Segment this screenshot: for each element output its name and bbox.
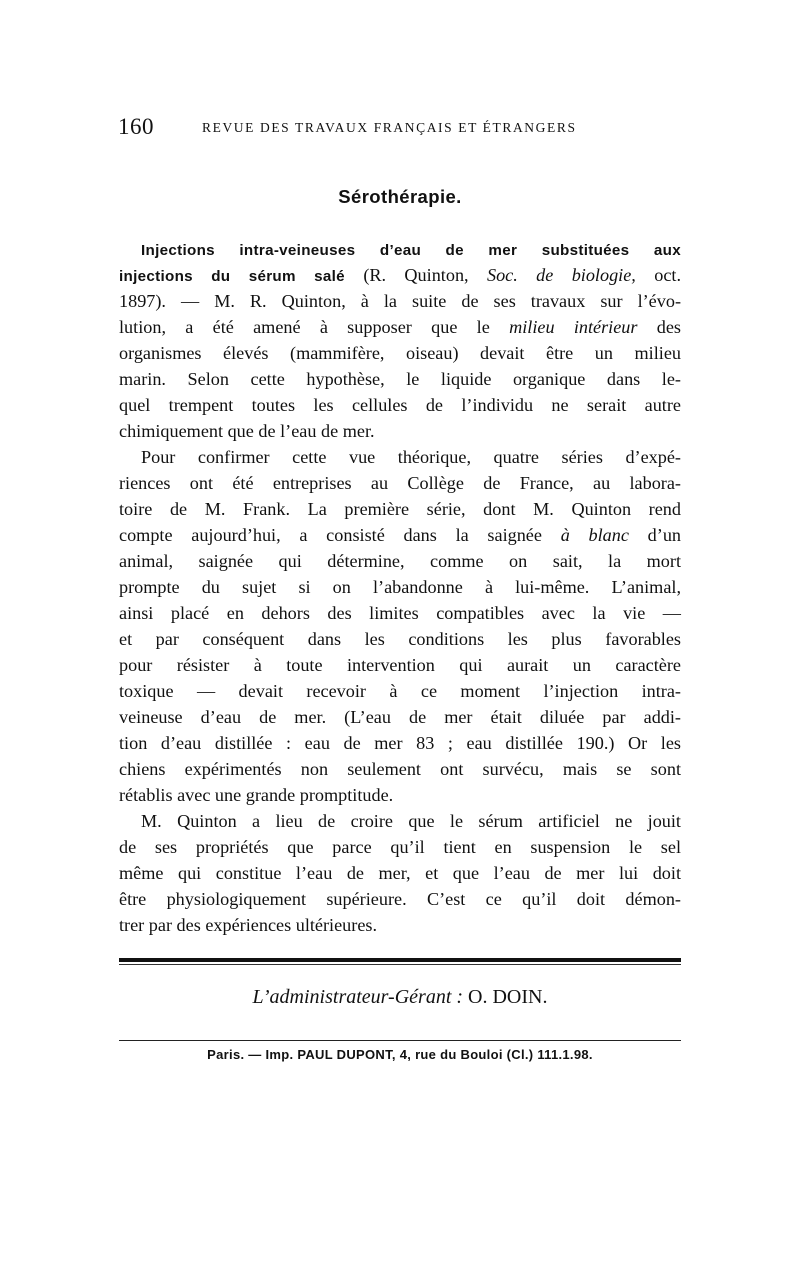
page-number: 160 xyxy=(118,114,154,139)
text-fragment: lution, a été amené à supposer que le xyxy=(119,317,490,337)
text-line xyxy=(119,236,681,262)
text-line xyxy=(119,262,681,288)
text-line: M. Quinton a lieu de croire que le sérum artificiel ne jouit xyxy=(141,811,681,831)
gerant-label: L’administrateur-Gérant : xyxy=(252,986,464,1008)
divider-rule xyxy=(119,964,681,965)
gerant-name: O. DOIN. xyxy=(468,986,548,1008)
text-line: organismes élevés (mammifère, oiseau) devait être un milieu xyxy=(119,343,681,363)
text-line: toxique — devait recevoir à ce moment l’injection intra- xyxy=(119,681,681,701)
journal-title: REVUE DES TRAVAUX FRANÇAIS ET ÉTRANGERS xyxy=(202,120,577,135)
citation-journal: Soc. de biologie, xyxy=(486,265,636,285)
text-line: tion d’eau distillée : eau de mer 83 ; eau distillée 190.) Or les xyxy=(119,733,681,753)
gerant-line xyxy=(0,986,800,1009)
paragraph-2 xyxy=(119,444,681,808)
text-fragment: des xyxy=(656,317,681,337)
text-line: chiens expérimentés non seulement ont survécu, mais se sont xyxy=(119,759,681,779)
text-line: 1897). — M. R. Quinton, à la suite de ses travaux sur l’évo- xyxy=(119,291,681,311)
article-heading-part2: injections du sérum salé xyxy=(119,268,345,285)
section-title: Sérothérapie. xyxy=(338,186,462,207)
text-line: marin. Selon cette hypothèse, le liquide organique dans le- xyxy=(119,369,681,389)
text-line: ainsi placé en dehors des limites compatibles avec la vie — xyxy=(119,603,681,623)
text-line: animal, saignée qui détermine, comme on sait, la mort xyxy=(119,551,681,571)
text-line: rétablis avec une grande promptitude. xyxy=(119,785,394,805)
text-fragment: compte aujourd’hui, a consisté dans la saignée xyxy=(119,525,542,545)
text-line: veineuse d’eau de mer. (L’eau de mer était diluée par addi- xyxy=(119,707,681,727)
article-body xyxy=(119,236,681,938)
italic-term: milieu intérieur xyxy=(509,317,638,337)
text-line: Pour confirmer cette vue théorique, quatre séries d’expé- xyxy=(141,447,681,467)
divider-rule xyxy=(119,1040,681,1041)
text-line: chimiquement que de l’eau de mer. xyxy=(119,421,375,441)
printer-imprint: Paris. — Imp. PAUL DUPONT, 4, rue du Bouloi (Cl.) 111.1.98. xyxy=(207,1047,593,1062)
text-line: même qui constitue l’eau de mer, et que l’eau de mer lui doit xyxy=(119,863,681,883)
text-line: trer par des expériences ultérieures. xyxy=(119,915,378,935)
citation-authors: (R. Quinton, xyxy=(363,265,469,285)
divider-rule xyxy=(119,958,681,962)
text-line: être physiologiquement supérieure. C’est ce qu’il doit démon- xyxy=(119,889,681,909)
text-line xyxy=(119,522,681,548)
article-heading-part1: Injections intra-veineuses d’eau de mer substituées aux xyxy=(141,242,681,259)
citation-date: oct. xyxy=(654,265,681,285)
text-line: et par conséquent dans les conditions les plus favorables xyxy=(119,629,681,649)
text-line: toire de M. Frank. La première série, dont M. Quinton rend xyxy=(119,499,681,519)
paragraph-1 xyxy=(119,236,681,444)
italic-term: à blanc xyxy=(560,525,629,545)
text-line: quel trempent toutes les cellules de l’individu ne serait autre xyxy=(119,395,681,415)
paragraph-3 xyxy=(119,808,681,938)
running-head xyxy=(118,114,682,144)
text-line: pour résister à toute intervention qui aurait un caractère xyxy=(119,655,681,675)
text-line: de ses propriétés que parce qu’il tient en suspension le sel xyxy=(119,837,681,857)
text-fragment: d’un xyxy=(647,525,682,545)
text-line: prompte du sujet si on l’abandonne à lui-même. L’animal, xyxy=(119,577,681,597)
text-line: riences ont été entreprises au Collège de France, au labora- xyxy=(119,473,681,493)
text-line xyxy=(119,314,681,340)
